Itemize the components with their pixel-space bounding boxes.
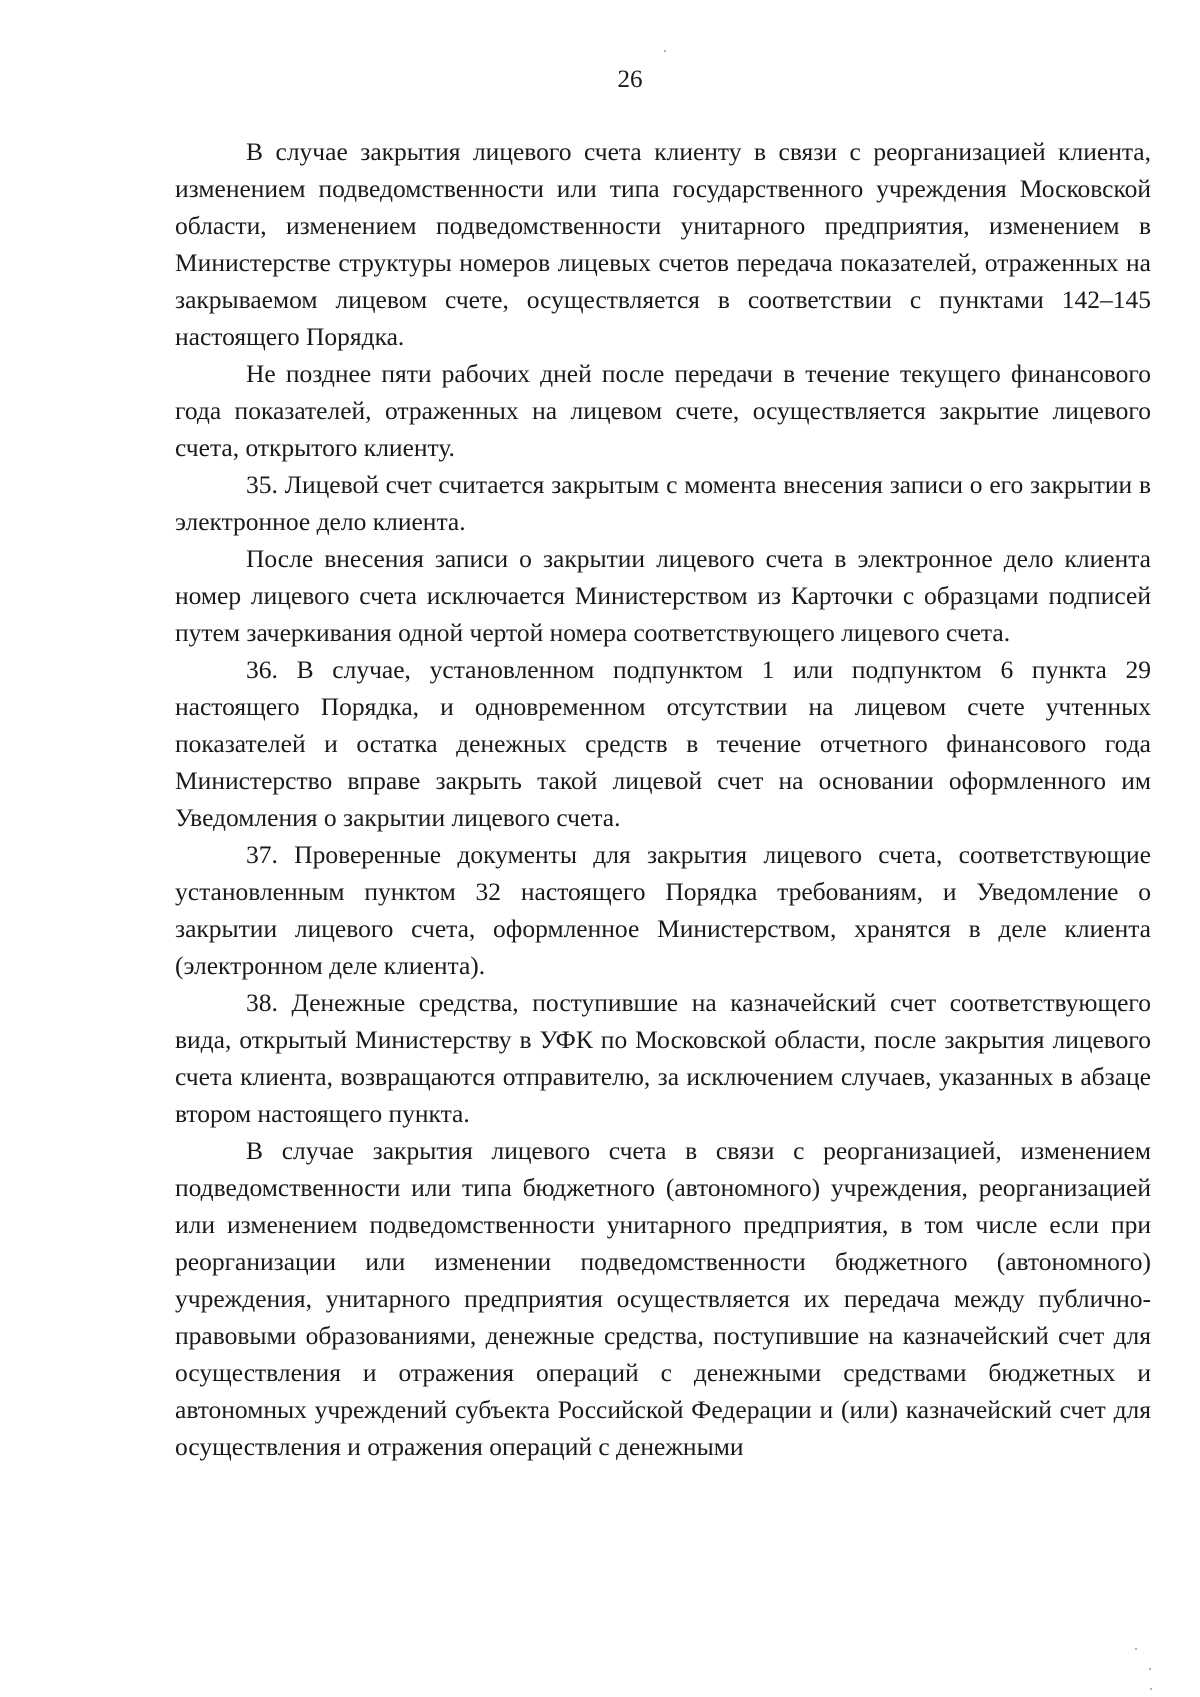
document-body [175,133,1151,1465]
scan-speck [1149,1668,1151,1670]
scan-speck [1135,1648,1137,1650]
page-number: 26 [617,66,643,93]
paragraph: После внесения записи о закрытии лицевого счета в электронное дело клиента номер лицевого счета исключается Министерством из Карточки с образцами подписей путем зачеркивания одной чертой номера соответствующего лицевого счета. [175,544,1151,647]
scan-speck [664,50,666,52]
paragraph: В случае закрытия лицевого счета клиенту в связи с реорганизацией клиента, изменением подведомственности или типа государственного учреждения Московской области, изменением подведомственности унитарного предприятия, изменением в Министерстве структуры номеров лицевых счетов передача показателей, отраженных на закрываемом лицевом счете, осуществляется в соответствии с пунктами 142–145 настоящего Порядка. [175,137,1151,351]
scan-speck [1150,1688,1152,1690]
paragraph-item-35: 35. Лицевой счет считается закрытым с момента внесения записи о его закрытии в электронное дело клиента. [175,470,1151,536]
paragraph-item-36: 36. В случае, установленном подпунктом 1 или подпунктом 6 пункта 29 настоящего Порядка, и одновременном отсутствии на лицевом счете учтенных показателей и остатка денежных средств в течение отчетного финансового года Министерство вправе закрыть такой лицевой счет на основании оформленного им Уведомления о закрытии лицевого счета. [175,655,1151,832]
paragraph: Не позднее пяти рабочих дней после передачи в течение текущего финансового года показателей, отраженных на лицевом счете, осуществляется закрытие лицевого счета, открытого клиенту. [175,359,1151,462]
paragraph: В случае закрытия лицевого счета в связи с реорганизацией, изменением подведомственности или типа бюджетного (автономного) учреждения, реорганизацией или изменением подведомственности унитарного предприятия, в том числе если при реорганизации или изменении подведомственности бюджетного (автономного) учреждения, унитарного предприятия осуществляется их передача между публично-правовыми образованиями, денежные средства, поступившие на казначейский счет для осуществления и отражения операций с денежными средствами бюджетных и автономных учреждений субъекта Российской Федерации и (или) казначейский счет для осуществления и отражения операций с денежными [175,1136,1151,1461]
paragraph-item-37: 37. Проверенные документы для закрытия лицевого счета, соответствующие установленным пунктом 32 настоящего Порядка требованиям, и Уведомление о закрытии лицевого счета, оформленное Министерством, хранятся в деле клиента (электронном деле клиента). [175,840,1151,980]
paragraph-item-38: 38. Денежные средства, поступившие на казначейский счет соответствующего вида, открытый Министерству в УФК по Московской области, после закрытия лицевого счета клиента, возвращаются отправителю, за исключением случаев, указанных в абзаце втором настоящего пункта. [175,988,1151,1128]
